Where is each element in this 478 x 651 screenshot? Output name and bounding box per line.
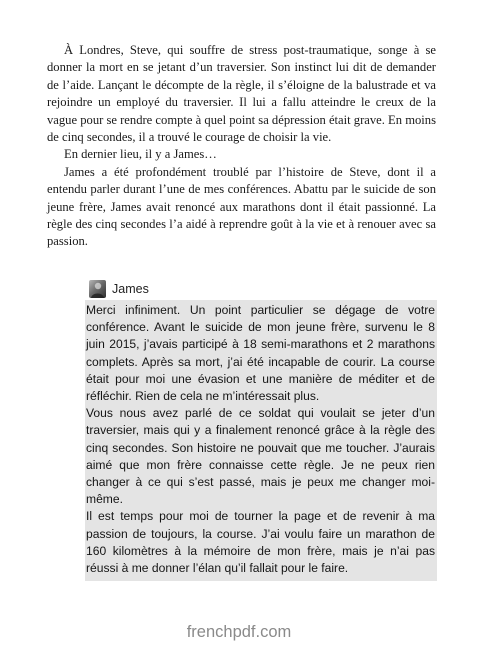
body-paragraph: James a été profondément troublé par l’histoire de Steve, dont il a entendu parler durant l’une de mes conférences. Abattu par le suicide de son jeune frère, James avait renoncé aux marathons dont il était passionné. La règle des cinq secondes l’a aidé à reprendre goût à la vie et à renouer avec sa passion. <box>47 164 436 249</box>
quote-paragraph: Il est temps pour moi de tourner la page et de revenir à ma passion de toujours, la course. J’ai voulu faire un marathon de 160 kilomètres à la mémoire de mon frère, mais je n’ai pas réussi à me donner l’élan qu’il fallait pour le faire. <box>86 509 435 576</box>
body-paragraph: À Londres, Steve, qui souffre de stress post-traumatique, songe à se donner la mort en se jetant d’un traversier. Son instinct lui dit de demander de l’aide. Lançant le décompte de la règle, il s’éloigne de la balustrade et va rejoindre un employé du traversier. Il lui a fallu atteindre le creux de la vague pour se rendre compte à quel point sa dépression était grave. En moins de cinq secondes, il a trouvé le courage de choisir la vie. <box>47 43 436 145</box>
author-name: James <box>112 282 149 296</box>
quote-box <box>85 300 437 581</box>
testimonial-author <box>89 278 437 300</box>
user-photo-icon <box>89 280 106 298</box>
document-body <box>47 42 436 251</box>
quote-paragraph: Vous nous avez parlé de ce soldat qui voulait se jeter d’un traversier, mais qui y a finalement renoncé grâce à la règle des cinq secondes. Son histoire ne pouvait que me toucher. J’aurais aimé que mon frère connaisse cette règle. Je ne peux rien changer à ce qui s’est passé, mais je peux me changer moi-même. <box>86 406 435 507</box>
body-paragraph: En dernier lieu, il y a James… <box>64 147 217 162</box>
watermark: frenchpdf.com <box>186 623 292 641</box>
quote-paragraph: Merci infiniment. Un point particulier se dégage de votre conférence. Avant le suicide de mon jeune frère, survenu le 8 juin 2015, j’avais participé à 18 semi-marathons et 2 marathons complets. Après sa mort, j’ai été incapable de courir. La course était pour moi une évasion et une manière de méditer et de réfléchir. Rien de cela ne m’intéressait plus. <box>86 303 435 404</box>
testimonial-block <box>85 278 437 581</box>
